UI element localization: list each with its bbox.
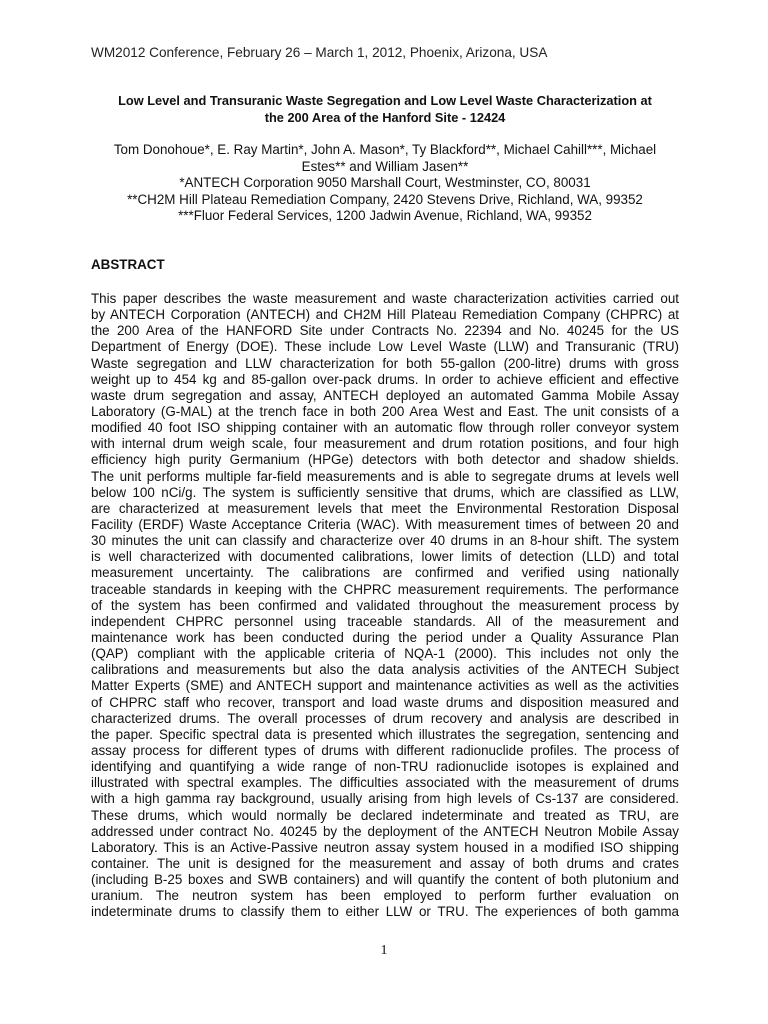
abstract-line: 30 minutes the unit can classify and characterize over 40 drums in an 8-hour shift. The system (91, 533, 679, 549)
abstract-line: The unit performs multiple far-field measurements and is able to segregate drums at levels well (91, 468, 679, 484)
authors-line-1: Tom Donohoue*, E. Ray Martin*, John A. Mason*, Ty Blackford**, Michael Cahill***, Michael (113, 142, 657, 157)
affiliation-2: **CH2M Hill Plateau Remediation Company, 2420 Stevens Drive, Richland, WA, 99352 (127, 191, 643, 207)
abstract-line: below 100 nCi/g. The system is sufficiently sensitive that drums, which are classified as LLW, (91, 484, 679, 500)
abstract-line: (QAP) compliant with the applicable criteria of NQA-1 (2000). This includes not only the (91, 646, 679, 662)
abstract-line: Laboratory (G-MAL) at the trench face in both 200 Area West and East. The unit consists of a (91, 403, 679, 419)
affiliation-3: ***Fluor Federal Services, 1200 Jadwin Avenue, Richland, WA, 99352 (178, 208, 592, 223)
abstract-line: weight up to 454 kg and 85-gallon over-pack drums. In order to achieve efficient and effective (91, 371, 679, 387)
abstract-line: addressed under contract No. 40245 by the deployment of the ANTECH Neutron Mobile Assay (91, 823, 679, 839)
abstract-line: the paper. Specific spectral data is presented which illustrates the segregation, sentencing and (91, 726, 679, 742)
author-block (70, 142, 700, 225)
abstract-line: efficiency high purity Germanium (HPGe) detectors with both detector and shadow shields. (91, 452, 679, 468)
abstract-line: the 200 Area of the HANFORD Site under Contracts No. 22394 and No. 40245 for the US (91, 323, 679, 339)
abstract-line: characterized drums. The overall processes of drum recovery and analysis are described in (91, 710, 679, 726)
abstract-line: identifying and quantifying a wide range of non-TRU radionuclide isotopes is explained and (91, 759, 679, 775)
abstract-line: of CHPRC staff who recover, transport and load waste drums and disposition measured and (91, 694, 679, 710)
abstract-line: uranium. The neutron system has been employed to perform further evaluation on (91, 888, 679, 904)
abstract-line: maintenance work has been conducted during the period under a Quality Assurance Plan (91, 629, 679, 645)
abstract-line: with a high gamma ray background, usually arising from high levels of Cs-137 are considered. (91, 791, 679, 807)
abstract-body (91, 291, 679, 920)
abstract-line: by ANTECH Corporation (ANTECH) and CH2M Hill Plateau Remediation Company (CHPRC) at (91, 307, 679, 323)
abstract-line: is well characterized with documented calibrations, lower limits of detection (LLD) and total (91, 549, 679, 565)
abstract-line: of the system has been confirmed and validated throughout the measurement process by (91, 597, 679, 613)
affiliation-1: *ANTECH Corporation 9050 Marshall Court, Westminster, CO, 80031 (179, 175, 591, 190)
abstract-line: independent CHPRC personnel using traceable standards. All of the measurement and (91, 613, 679, 629)
abstract-line: assay process for different types of drums with different radionuclide profiles. The process of (91, 742, 679, 758)
abstract-line: illustrated with spectral examples. The difficulties associated with the measurement of drums (91, 775, 679, 791)
paper-title (70, 93, 700, 126)
abstract-line: Facility (ERDF) Waste Acceptance Criteria (WAC). With measurement times of between 20 and (91, 516, 679, 532)
abstract-line: (including B-25 boxes and SWB containers) and will quantify the content of both plutonium and (91, 872, 679, 888)
abstract-line: This paper describes the waste measurement and waste characterization activities carried out (91, 291, 679, 306)
abstract-line: indeterminate drums to classify them to either LLW or TRU. The experiences of both gamma (91, 904, 679, 920)
page-number: 1 (380, 943, 388, 958)
title-line-1: Low Level and Transuranic Waste Segregation and Low Level Waste Characterization at (118, 93, 652, 108)
abstract-line: with internal drum weigh scale, four measurement and drum rotation positions, and four high (91, 436, 679, 452)
abstract-line: Waste segregation and LLW characterization for both 55-gallon (200-litre) drums with gross (91, 355, 679, 371)
abstract-line: traceable standards in keeping with the CHPRC measurement requirements. The performance (91, 581, 679, 597)
abstract-heading: ABSTRACT (91, 257, 165, 272)
authors-line-2: Estes** and William Jasen** (301, 158, 469, 174)
abstract-line: container. The unit is designed for the measurement and assay of both drums and crates (91, 855, 679, 871)
abstract-line: measurement uncertainty. The calibrations are confirmed and verified using nationally (91, 565, 679, 581)
conference-header: WM2012 Conference, February 26 – March 1, 2012, Phoenix, Arizona, USA (91, 45, 548, 60)
abstract-line: Laboratory. This is an Active-Passive neutron assay system housed in a modified ISO shipping (91, 839, 679, 855)
abstract-line: modified 40 foot ISO shipping container with an automatic flow through roller conveyor system (91, 420, 679, 436)
abstract-line: Matter Experts (SME) and ANTECH support and maintenance activities as well as the activities (91, 678, 679, 694)
abstract-line: Department of Energy (DOE). These include Low Level Waste (LLW) and Transuranic (TRU) (91, 339, 679, 355)
title-line-2: the 200 Area of the Hanford Site - 12424 (264, 109, 506, 125)
abstract-line: calibrations and measurements but also the data analysis activities of the ANTECH Subject (91, 662, 679, 678)
abstract-line: are characterized at measurement levels that meet the Environmental Restoration Disposal (91, 500, 679, 516)
abstract-line: These drums, which would normally be declared indeterminate and treated as TRU, are (91, 807, 679, 823)
abstract-line: waste drum segregation and assay, ANTECH deployed an automated Gamma Mobile Assay (91, 387, 679, 403)
